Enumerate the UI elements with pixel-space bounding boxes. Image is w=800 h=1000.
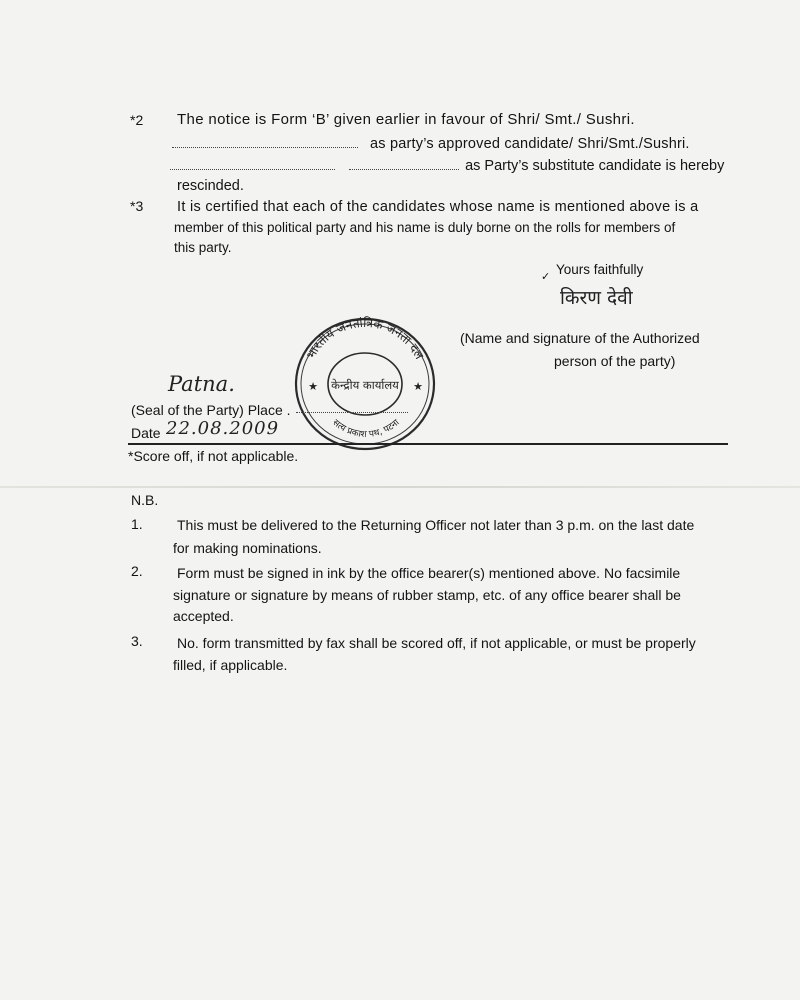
handwritten-signature: किरण देवी [560, 287, 633, 309]
place-dotted-line [296, 400, 408, 413]
blank-substitute-name-1 [170, 157, 335, 170]
item-2-line2-row [172, 134, 690, 154]
nb-item-2-line2: signature or signature by means of rubber stamp, etc. of any office bearer shall be [173, 587, 681, 603]
item-2-line2: as party’s approved candidate/ Shri/Smt./Sushri. [370, 136, 690, 152]
nb-item-3-number: 3. [131, 633, 143, 649]
place-dotted-line-row [296, 400, 408, 418]
nb-item-1-line2: for making nominations. [173, 540, 322, 556]
nb-item-2-line3: accepted. [173, 608, 234, 624]
seal-place-label: (Seal of the Party) Place . [131, 402, 291, 418]
item-2-line3-row [170, 156, 724, 176]
item-3-line1: It is certified that each of the candidates whose name is mentioned above is a [177, 199, 699, 215]
item-2-marker: *2 [130, 112, 144, 128]
divider-line [128, 443, 728, 445]
item-3-line2: member of this political party and his name is duly borne on the rolls for members of [174, 220, 676, 235]
blank-candidate-name [172, 135, 358, 148]
item-2-line4: rescinded. [177, 178, 244, 194]
nb-item-2-number: 2. [131, 563, 143, 579]
nb-item-3-line1: No. form transmitted by fax shall be scored off, if not applicable, or must be properly [177, 635, 696, 651]
signature-caption-line1: (Name and signature of the Authorized [460, 330, 700, 346]
nb-item-1-line1: This must be delivered to the Returning Officer not later than 3 p.m. on the last date [177, 517, 695, 533]
closing-text: Yours faithfully [556, 262, 644, 277]
seal-center-text: केन्द्रीय कार्यालय [331, 378, 399, 392]
place-handwritten: Patna. [168, 372, 235, 396]
paper-fold [0, 486, 800, 488]
item-3-marker: *3 [130, 198, 144, 214]
blank-substitute-name-2 [349, 157, 459, 170]
item-2-line1: The notice is Form ‘B’ given earlier in favour of Shri/ Smt./ Sushri. [177, 111, 635, 128]
seal-bottom-text: सत्य प्रकाश पथ, पटना [330, 417, 402, 440]
nb-heading: N.B. [131, 492, 159, 508]
signature-caption-line2: person of the party) [554, 353, 676, 369]
score-off-note: *Score off, if not applicable. [128, 448, 299, 464]
seal-star-left-icon: ★ [308, 381, 318, 393]
nb-item-1-number: 1. [131, 516, 143, 532]
date-label: Date [131, 425, 161, 441]
check-mark: ✓ [541, 271, 551, 283]
party-seal-stamp [288, 312, 443, 452]
seal-outer-text: भारतीय जनतांत्रिक जनता दल [303, 315, 427, 362]
item-3-line3: this party. [174, 240, 232, 255]
date-handwritten: 22.08.2009 [166, 418, 280, 439]
nb-item-2-line1: Form must be signed in ink by the office bearer(s) mentioned above. No facsimile [177, 565, 681, 581]
seal-star-right-icon: ★ [413, 381, 423, 393]
nb-item-3-line2: filled, if applicable. [173, 657, 288, 673]
item-2-line3: as Party’s substitute candidate is hereby [465, 158, 725, 174]
